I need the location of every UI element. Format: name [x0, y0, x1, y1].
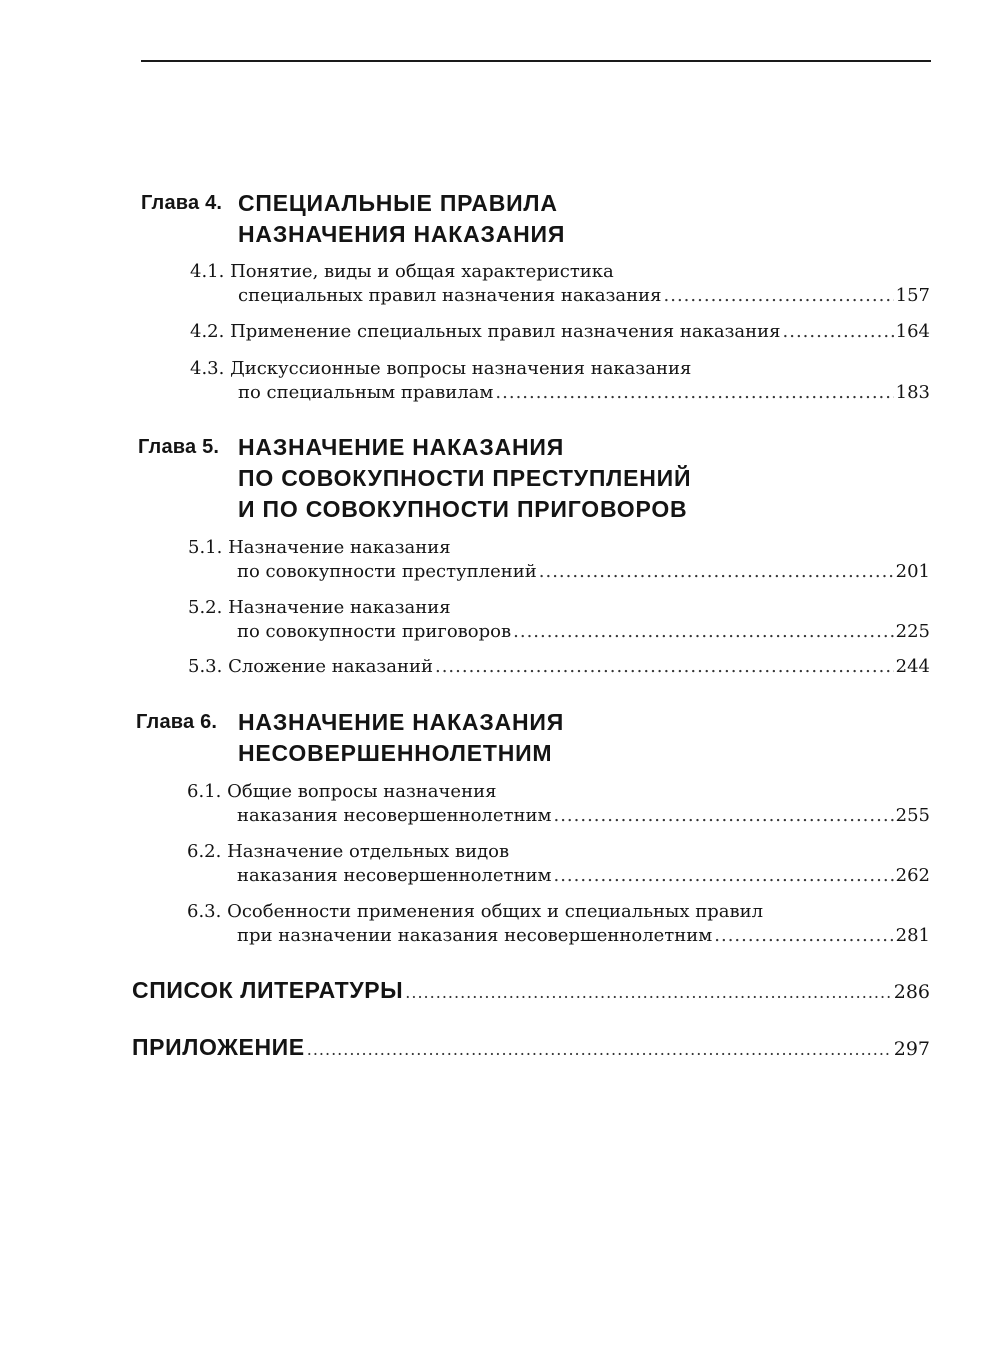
toc-entry-4-2[interactable]: [190, 320, 930, 344]
chapter-4-label: Глава 4.: [141, 192, 223, 214]
dot-leader: [783, 320, 894, 344]
entry-title: СПИСОК ЛИТЕРАТУРЫ: [132, 977, 404, 1003]
toc-entry-4-1[interactable]: [190, 260, 930, 308]
page-number: 262: [895, 865, 930, 886]
chapter-5-title-line-1: НАЗНАЧЕНИЕ НАКАЗАНИЯ: [238, 434, 565, 460]
page-number: 157: [895, 285, 930, 306]
entry-title-line-1: Сложение наказаний: [228, 656, 433, 677]
toc-entry-4-3[interactable]: [190, 357, 930, 405]
entry-title-line-2: наказания несовершеннолетним: [237, 865, 552, 886]
entry-title-line-2: наказания несовершеннолетним: [237, 805, 552, 826]
page-number: 183: [895, 382, 930, 403]
entry-number: 5.2.: [188, 597, 223, 618]
entry-number: 4.1.: [190, 261, 225, 282]
toc-entry-5-3[interactable]: [188, 655, 930, 679]
entry-title-line-2: по совокупности преступлений: [237, 561, 537, 582]
dot-leader: [714, 924, 893, 948]
entry-number: 5.1.: [188, 537, 223, 558]
chapter-4-title-line-2: НАЗНАЧЕНИЯ НАКАЗАНИЯ: [238, 221, 566, 247]
toc-entry-6-3[interactable]: [187, 900, 930, 948]
page-number: 281: [895, 925, 930, 946]
entry-number: 4.2.: [190, 321, 225, 342]
entry-title-line-1: Применение специальных правил назначения наказания: [230, 321, 781, 342]
dot-leader: [405, 983, 891, 1002]
chapter-5-title-line-3: И ПО СОВОКУПНОСТИ ПРИГОВОРОВ: [238, 496, 688, 522]
toc-entry-5-1[interactable]: [188, 536, 930, 584]
page-number: 164: [895, 321, 930, 342]
page-number: 297: [893, 1038, 930, 1060]
chapter-5-title-line-2: ПО СОВОКУПНОСТИ ПРЕСТУПЛЕНИЙ: [238, 465, 692, 491]
entry-title-line-1: Особенности применения общих и специальных правил: [227, 901, 764, 922]
entry-title-line-1: Назначение наказания: [228, 597, 451, 618]
dot-leader: [553, 804, 893, 828]
dot-leader: [307, 1040, 892, 1059]
toc-entry-6-2[interactable]: [187, 840, 930, 888]
entry-title-line-1: Назначение отдельных видов: [227, 841, 510, 862]
chapter-6-title-line-2: НЕСОВЕРШЕННОЛЕТНИМ: [238, 740, 553, 766]
page-number: 255: [895, 805, 930, 826]
entry-title-line-1: Дискуссионные вопросы назначения наказания: [230, 358, 692, 379]
entry-title-line-1: Общие вопросы назначения: [227, 781, 497, 802]
entry-title-line-2: по специальным правилам: [238, 382, 494, 403]
dot-leader: [495, 381, 893, 405]
toc-entry-6-1[interactable]: [187, 780, 930, 828]
chapter-6: [136, 707, 564, 769]
page-number: 286: [893, 981, 930, 1003]
entry-title: ПРИЛОЖЕНИЕ: [132, 1034, 305, 1060]
dot-leader: [539, 560, 894, 584]
chapter-6-label: Глава 6.: [136, 711, 218, 733]
top-rule: [141, 60, 931, 62]
entry-title-line-2: специальных правил назначения наказания: [238, 285, 662, 306]
chapter-5-label: Глава 5.: [138, 436, 220, 458]
entry-number: 6.2.: [187, 841, 222, 862]
dot-leader: [664, 284, 894, 308]
entry-title-line-2: при назначении наказания несовершеннолетним: [237, 925, 713, 946]
chapter-4-title-line-1: СПЕЦИАЛЬНЫЕ ПРАВИЛА: [238, 190, 558, 216]
toc-entry-5-2[interactable]: [188, 596, 930, 644]
entry-title-line-1: Назначение наказания: [228, 537, 451, 558]
chapter-5: [138, 432, 691, 525]
entry-number: 4.3.: [190, 358, 225, 379]
page-number: 225: [895, 621, 930, 642]
chapter-4: [141, 188, 565, 250]
entry-title-line-2: по совокупности приговоров: [237, 621, 512, 642]
entry-number: 6.3.: [187, 901, 222, 922]
dot-leader: [513, 620, 894, 644]
toc-entry-bibliography[interactable]: [132, 977, 930, 1004]
entry-number: 6.1.: [187, 781, 222, 802]
entry-title-line-1: Понятие, виды и общая характеристика: [230, 261, 614, 282]
dot-leader: [553, 864, 893, 888]
page-number: 201: [895, 561, 930, 582]
entry-number: 5.3.: [188, 656, 223, 677]
toc-entry-appendix[interactable]: [132, 1034, 930, 1061]
page-number: 244: [895, 656, 930, 677]
chapter-6-title-line-1: НАЗНАЧЕНИЕ НАКАЗАНИЯ: [238, 709, 565, 735]
dot-leader: [435, 655, 894, 679]
